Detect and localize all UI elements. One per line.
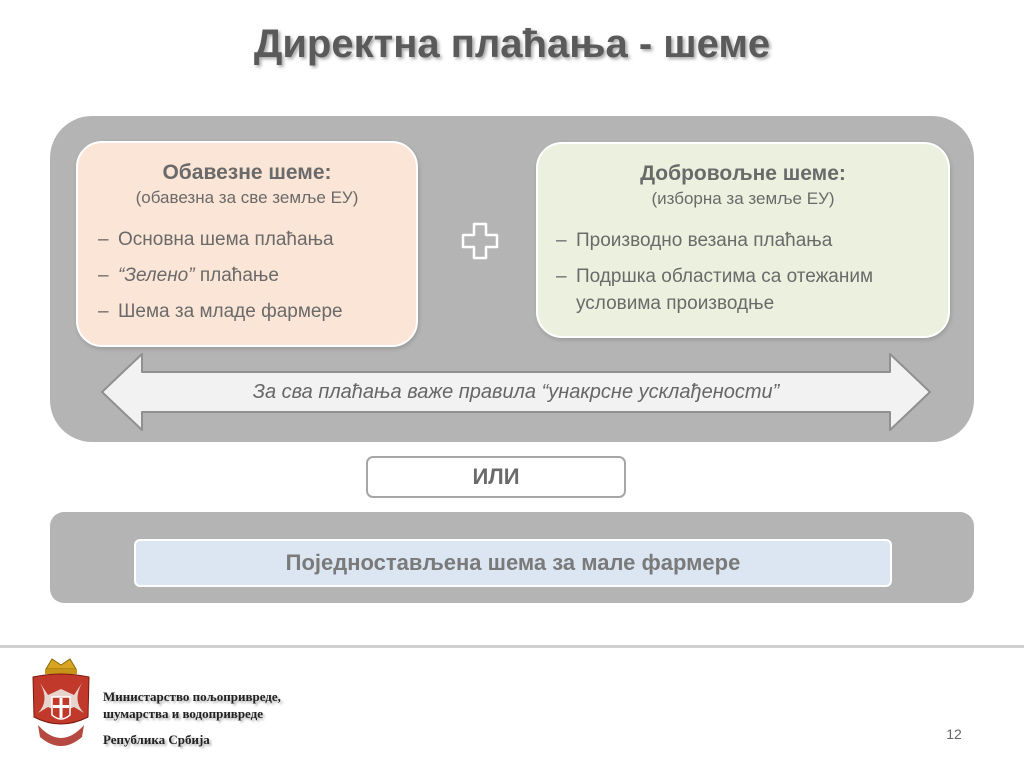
list-item — [538, 227, 948, 254]
list-item — [78, 226, 416, 253]
voluntary-schemes-box — [536, 142, 950, 338]
list-item-text: Основна шема плаћања — [118, 229, 334, 250]
or-label: ИЛИ — [366, 456, 626, 498]
list-item — [78, 262, 416, 289]
ministry-line-2: шумарства и водопривреде — [103, 706, 264, 721]
list-item-text: плаћање — [194, 265, 279, 286]
mandatory-schemes-box — [76, 141, 418, 347]
coat-of-arms-icon — [30, 655, 92, 757]
cross-compliance-text: За сва плаћања важе правила “унакрсне усклађености” — [252, 381, 780, 403]
plus-icon — [461, 222, 499, 260]
list-item — [78, 298, 416, 325]
list-item-text: Шема за младе фармере — [118, 301, 343, 322]
list-item — [538, 263, 948, 317]
republic-name: Република Србија — [103, 732, 210, 747]
mandatory-subtitle: (обавезна за све земље ЕУ) — [135, 188, 359, 207]
list-item-italic-text: “Зелено” — [118, 265, 195, 286]
ministry-name — [103, 688, 281, 722]
mandatory-title: Обавезне шеме: — [162, 161, 332, 184]
voluntary-title: Добровољне шеме: — [640, 162, 846, 185]
footer-divider — [0, 645, 1024, 648]
dash-marker: – — [98, 301, 109, 322]
list-item-text: Подршка областима са отежаним условима производње — [576, 266, 874, 314]
dash-marker: – — [98, 265, 109, 286]
page-number: 12 — [946, 726, 962, 742]
dash-marker: – — [556, 230, 567, 251]
voluntary-list — [538, 227, 948, 317]
list-item-text: Производно везана плаћања — [576, 230, 833, 251]
ministry-line-1: Министарство пољопривреде, — [103, 689, 281, 704]
dash-marker: – — [556, 266, 567, 287]
slide-title: Директна плаћања - шеме — [253, 22, 771, 66]
small-farmers-scheme: Поједностављена шема за мале фармере — [134, 539, 892, 587]
voluntary-subtitle: (изборна за земље ЕУ) — [651, 189, 835, 208]
dash-marker: – — [98, 229, 109, 250]
mandatory-list — [78, 226, 416, 325]
